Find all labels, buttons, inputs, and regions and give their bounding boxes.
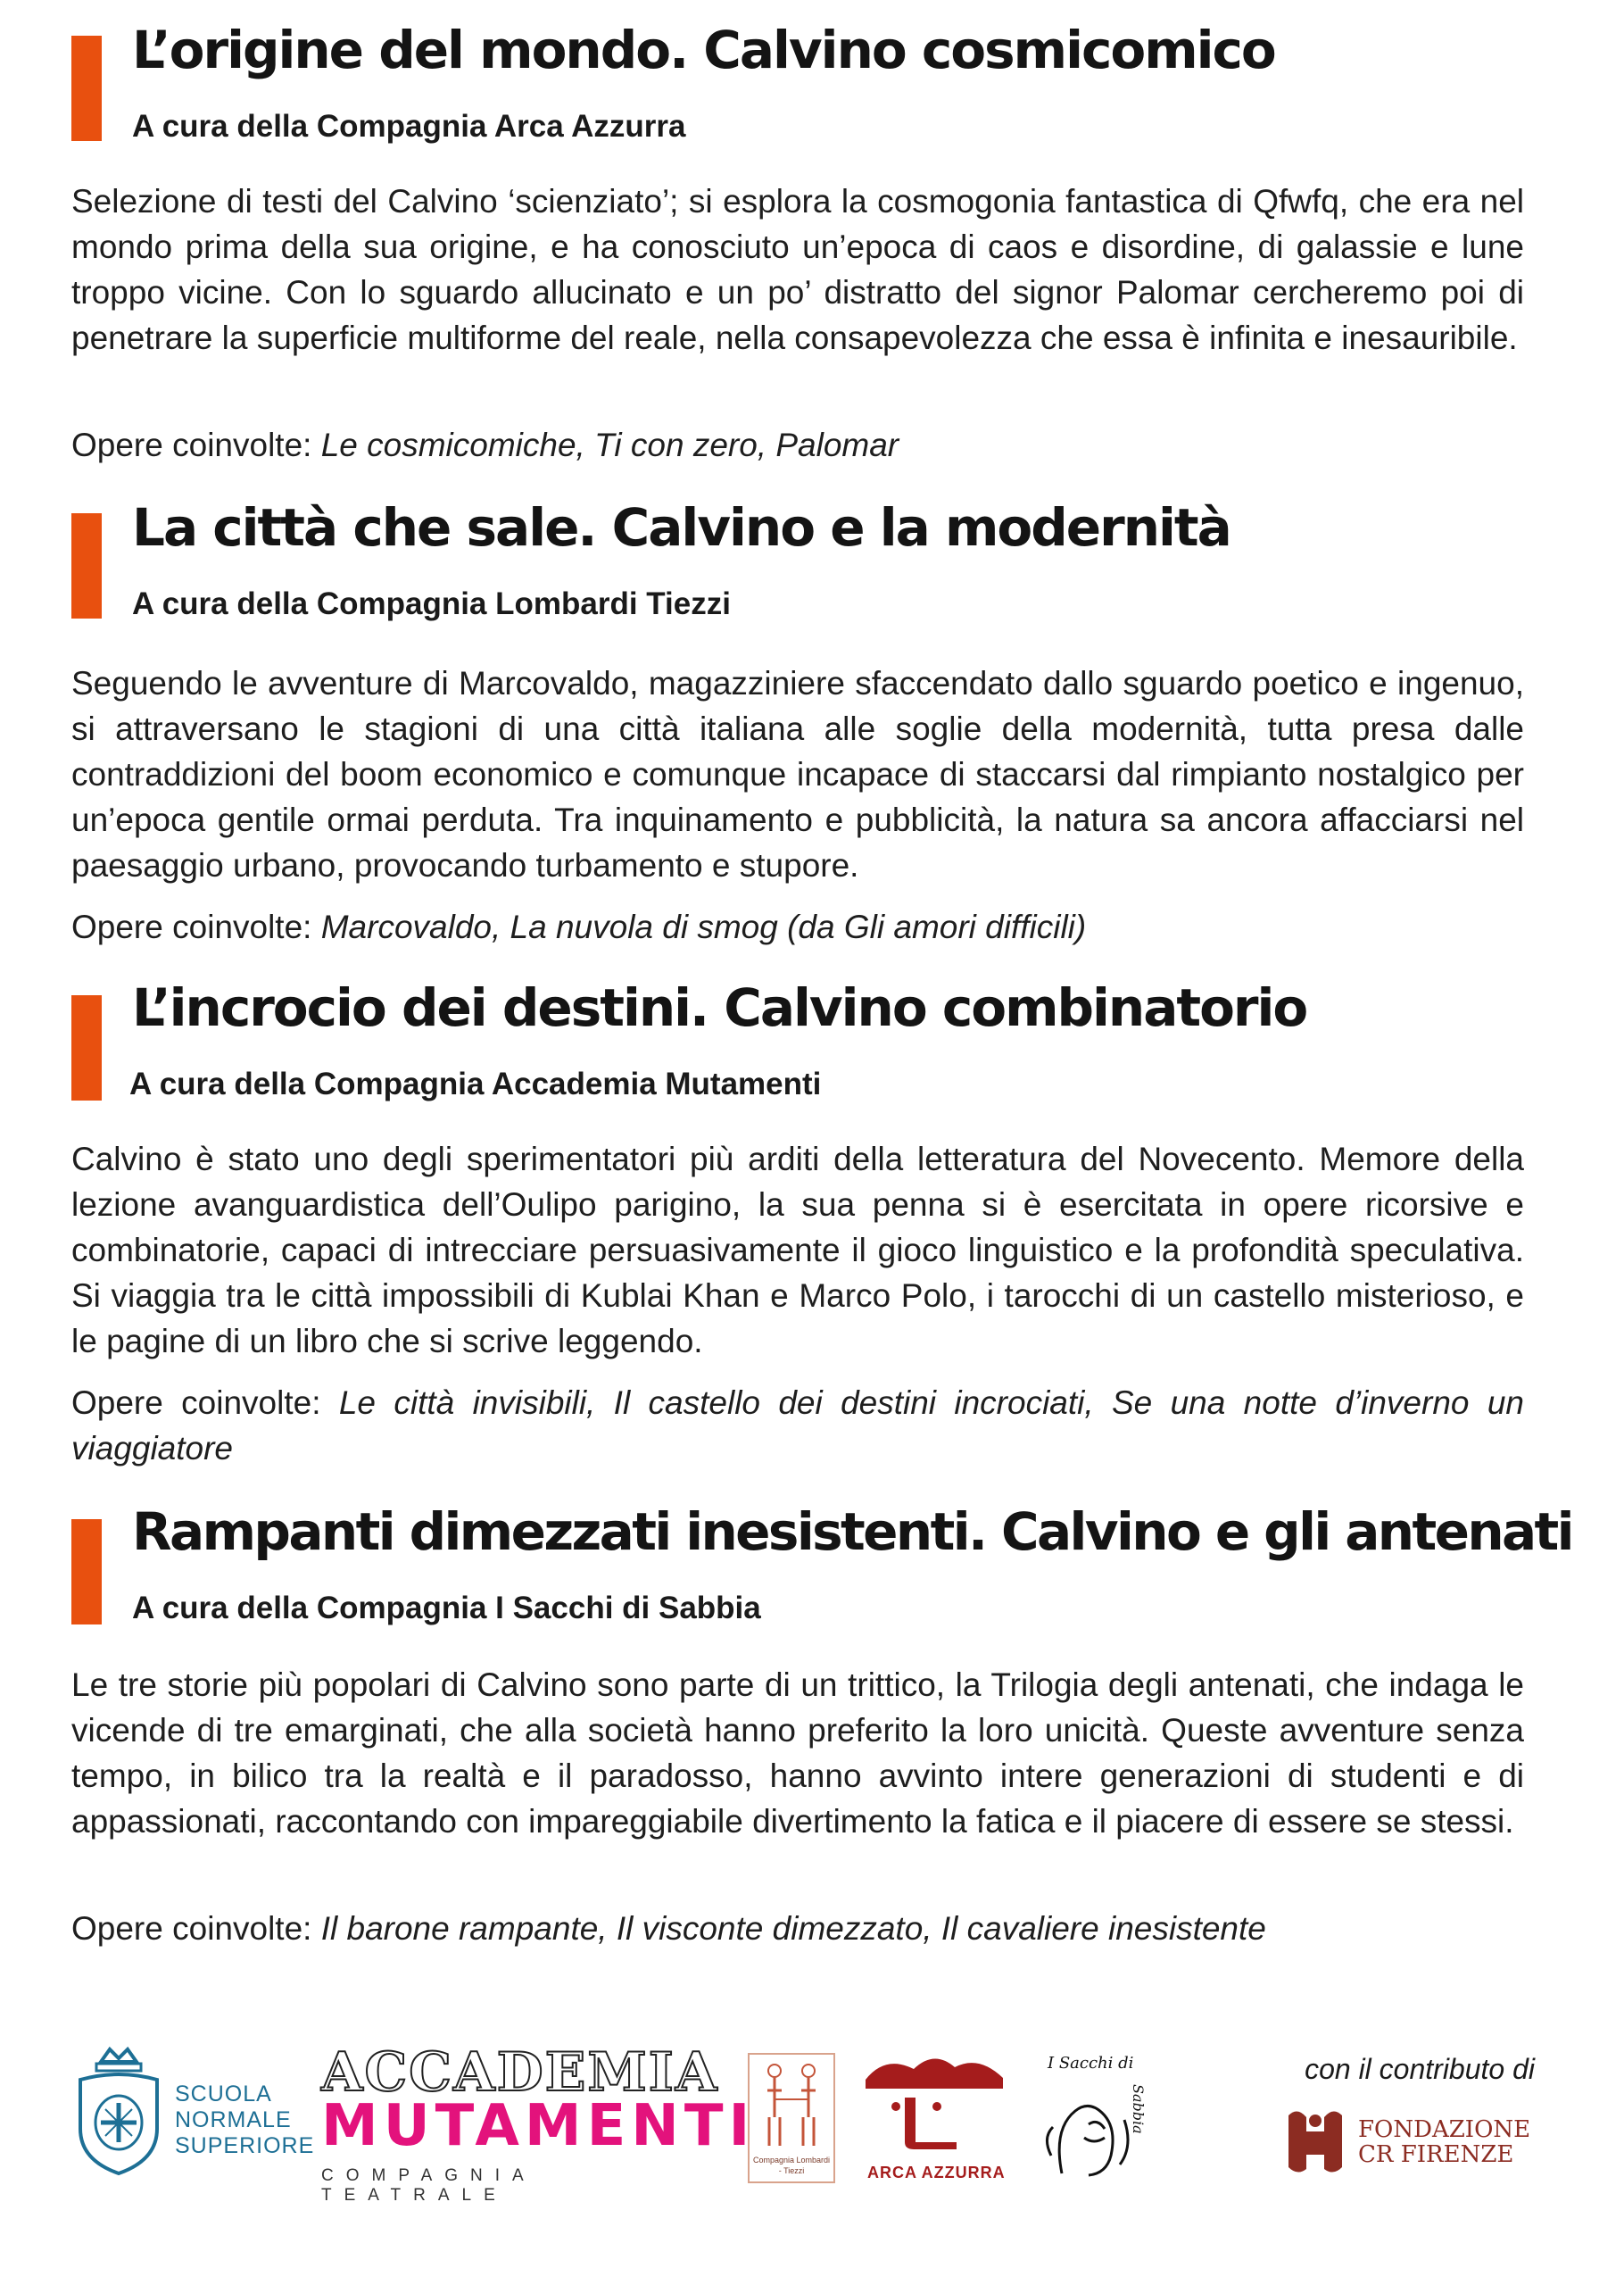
contributo-label: con il contributo di — [1305, 2053, 1535, 2085]
section-body: Le tre storie più popolari di Calvino sono parte di un trittico, la Trilogia degli antenati, che indaga le vicende di tre emarginati, che alla società hanno preferito la loro unicità. Queste avventure senza tempo, in bilico tra la realtà e il paradosso, hanno avvinto intere generazioni di studenti e di appassionati, raccontando con impareggiabile divertimento la fatica e il piacere di essere se stessi. — [71, 1666, 1524, 1840]
section-subtitle: A cura della Compagnia Accademia Mutamenti — [129, 1067, 822, 1101]
opere-titles: Il barone rampante, Il visconte dimezzato, Il cavaliere inesistente — [320, 1910, 1266, 1947]
section-title: La città che sale. Calvino e la modernità — [132, 497, 1230, 558]
mutamenti-tagline: COMPAGNIA TEATRALE — [321, 2166, 535, 2205]
sns-line: SUPERIORE — [175, 2133, 315, 2158]
mutamenti-logo — [321, 2041, 756, 2205]
section-body: Calvino è stato uno degli sperimentatori più arditi della letteratura del Novecento. Memore della lezione avanguardistica dell’Oulipo parigino, la sua penna si è esercitata in opere ricorsive e combinatorie, capaci di intrecciare persuasivamente il gioco linguistico e la profondità speculativa. Si viaggia tra le città impossibili di Kublai Khan e Marco Polo, i tarocchi di un castello misterioso, e le pagine di un libro che si scrive leggendo. — [71, 1141, 1524, 1359]
section-body: Seguendo le avventure di Marcovaldo, magazziniere sfaccendato dallo sguardo poetico e ingenuo, si attraversano le stagioni di una città italiana alle soglie della modernità, tutta presa dalle contraddizioni del boom economico e comunque incapace di staccarsi dal rimpianto nostalgico per un’epoca gentile ormai perduta. Tra inquinamento e pubblicità, la natura sa ancora affacciarsi nel paesaggio urbano, provocando turbamento e stupore. — [71, 665, 1524, 884]
section-title: L’incrocio dei destini. Calvino combinatorio — [132, 977, 1307, 1038]
lombardi-tiezzi-logo — [748, 2053, 835, 2183]
arca-azzurra-logo — [858, 2044, 1010, 2187]
sns-line: SCUOLA — [175, 2081, 272, 2106]
opere-titles: Marcovaldo, La nuvola di smog (da Gli amori difficili) — [320, 909, 1087, 945]
fondazione-emblem-icon — [1280, 2106, 1351, 2178]
arca-emblem-icon — [858, 2044, 1010, 2156]
section-title: L’origine del mondo. Calvino cosmicomico — [132, 20, 1275, 80]
opere-line — [71, 1906, 1524, 1951]
accent-bar — [71, 36, 102, 141]
opere-label: Opere coinvolte: — [71, 1910, 312, 1947]
opere-label: Opere coinvolte: — [71, 427, 312, 463]
arca-label: ARCA AZZURRA — [867, 2164, 1006, 2181]
opere-line — [71, 1380, 1524, 1471]
sns-line: NORMALE — [175, 2107, 292, 2132]
section-subtitle: A cura della Compagnia Arca Azzurra — [132, 109, 686, 144]
opere-line — [71, 422, 1524, 468]
figures-icon — [750, 2055, 833, 2155]
sns-logo — [70, 2044, 315, 2178]
section-body: Selezione di testi del Calvino ‘scienziato’; si esplora la cosmogonia fantastica di Qfwfq, che era nel mondo prima della sua origine, e ha conosciuto un’epoca di caos e disordine, di galassie e lune troppo vicine. Con lo sguardo allucinato e un po’ distratto del signor Palomar cercheremo poi di penetrare la superficie multiforme del reale, nella consapevolezza che essa è infinita e inesauribile. — [71, 183, 1524, 356]
svg-text:Sabbia: Sabbia — [1130, 2084, 1147, 2134]
lombardi-caption: Compagnia Lombardi - Tiezzi — [752, 2156, 831, 2175]
section-title: Rampanti dimezzati inesistenti. Calvino e gli antenati — [132, 1501, 1572, 1562]
fondazione-line: CR FIRENZE — [1358, 2141, 1514, 2168]
mutamenti-top: ACCADEMIA — [321, 2041, 719, 2104]
opere-titles: Le cosmicomiche, Ti con zero, Palomar — [320, 427, 899, 463]
section-subtitle: A cura della Compagnia I Sacchi di Sabbia — [132, 1591, 761, 1625]
accent-bar — [71, 1519, 102, 1624]
accent-bar — [71, 513, 102, 619]
svg-text:I Sacchi di: I Sacchi di — [1048, 2054, 1134, 2073]
sacchi-drawing-icon — [1035, 2048, 1169, 2182]
mutamenti-name: MUTAMENTI — [321, 2093, 756, 2159]
sns-crest-icon — [70, 2044, 168, 2178]
opere-label: Opere coinvolte: — [71, 1384, 321, 1421]
sacchi-logo — [1035, 2048, 1169, 2182]
opere-titles: Le città invisibili, Il castello dei destini incrociati, Se una notte d’inverno un viaggiatore — [71, 1384, 1524, 1467]
contributo-block — [1276, 2053, 1535, 2178]
fondazione-line: FONDAZIONE — [1358, 2116, 1531, 2143]
opere-line — [71, 904, 1524, 950]
accent-bar — [71, 995, 102, 1101]
section-subtitle: A cura della Compagnia Lombardi Tiezzi — [132, 586, 731, 621]
opere-label: Opere coinvolte: — [71, 909, 312, 945]
